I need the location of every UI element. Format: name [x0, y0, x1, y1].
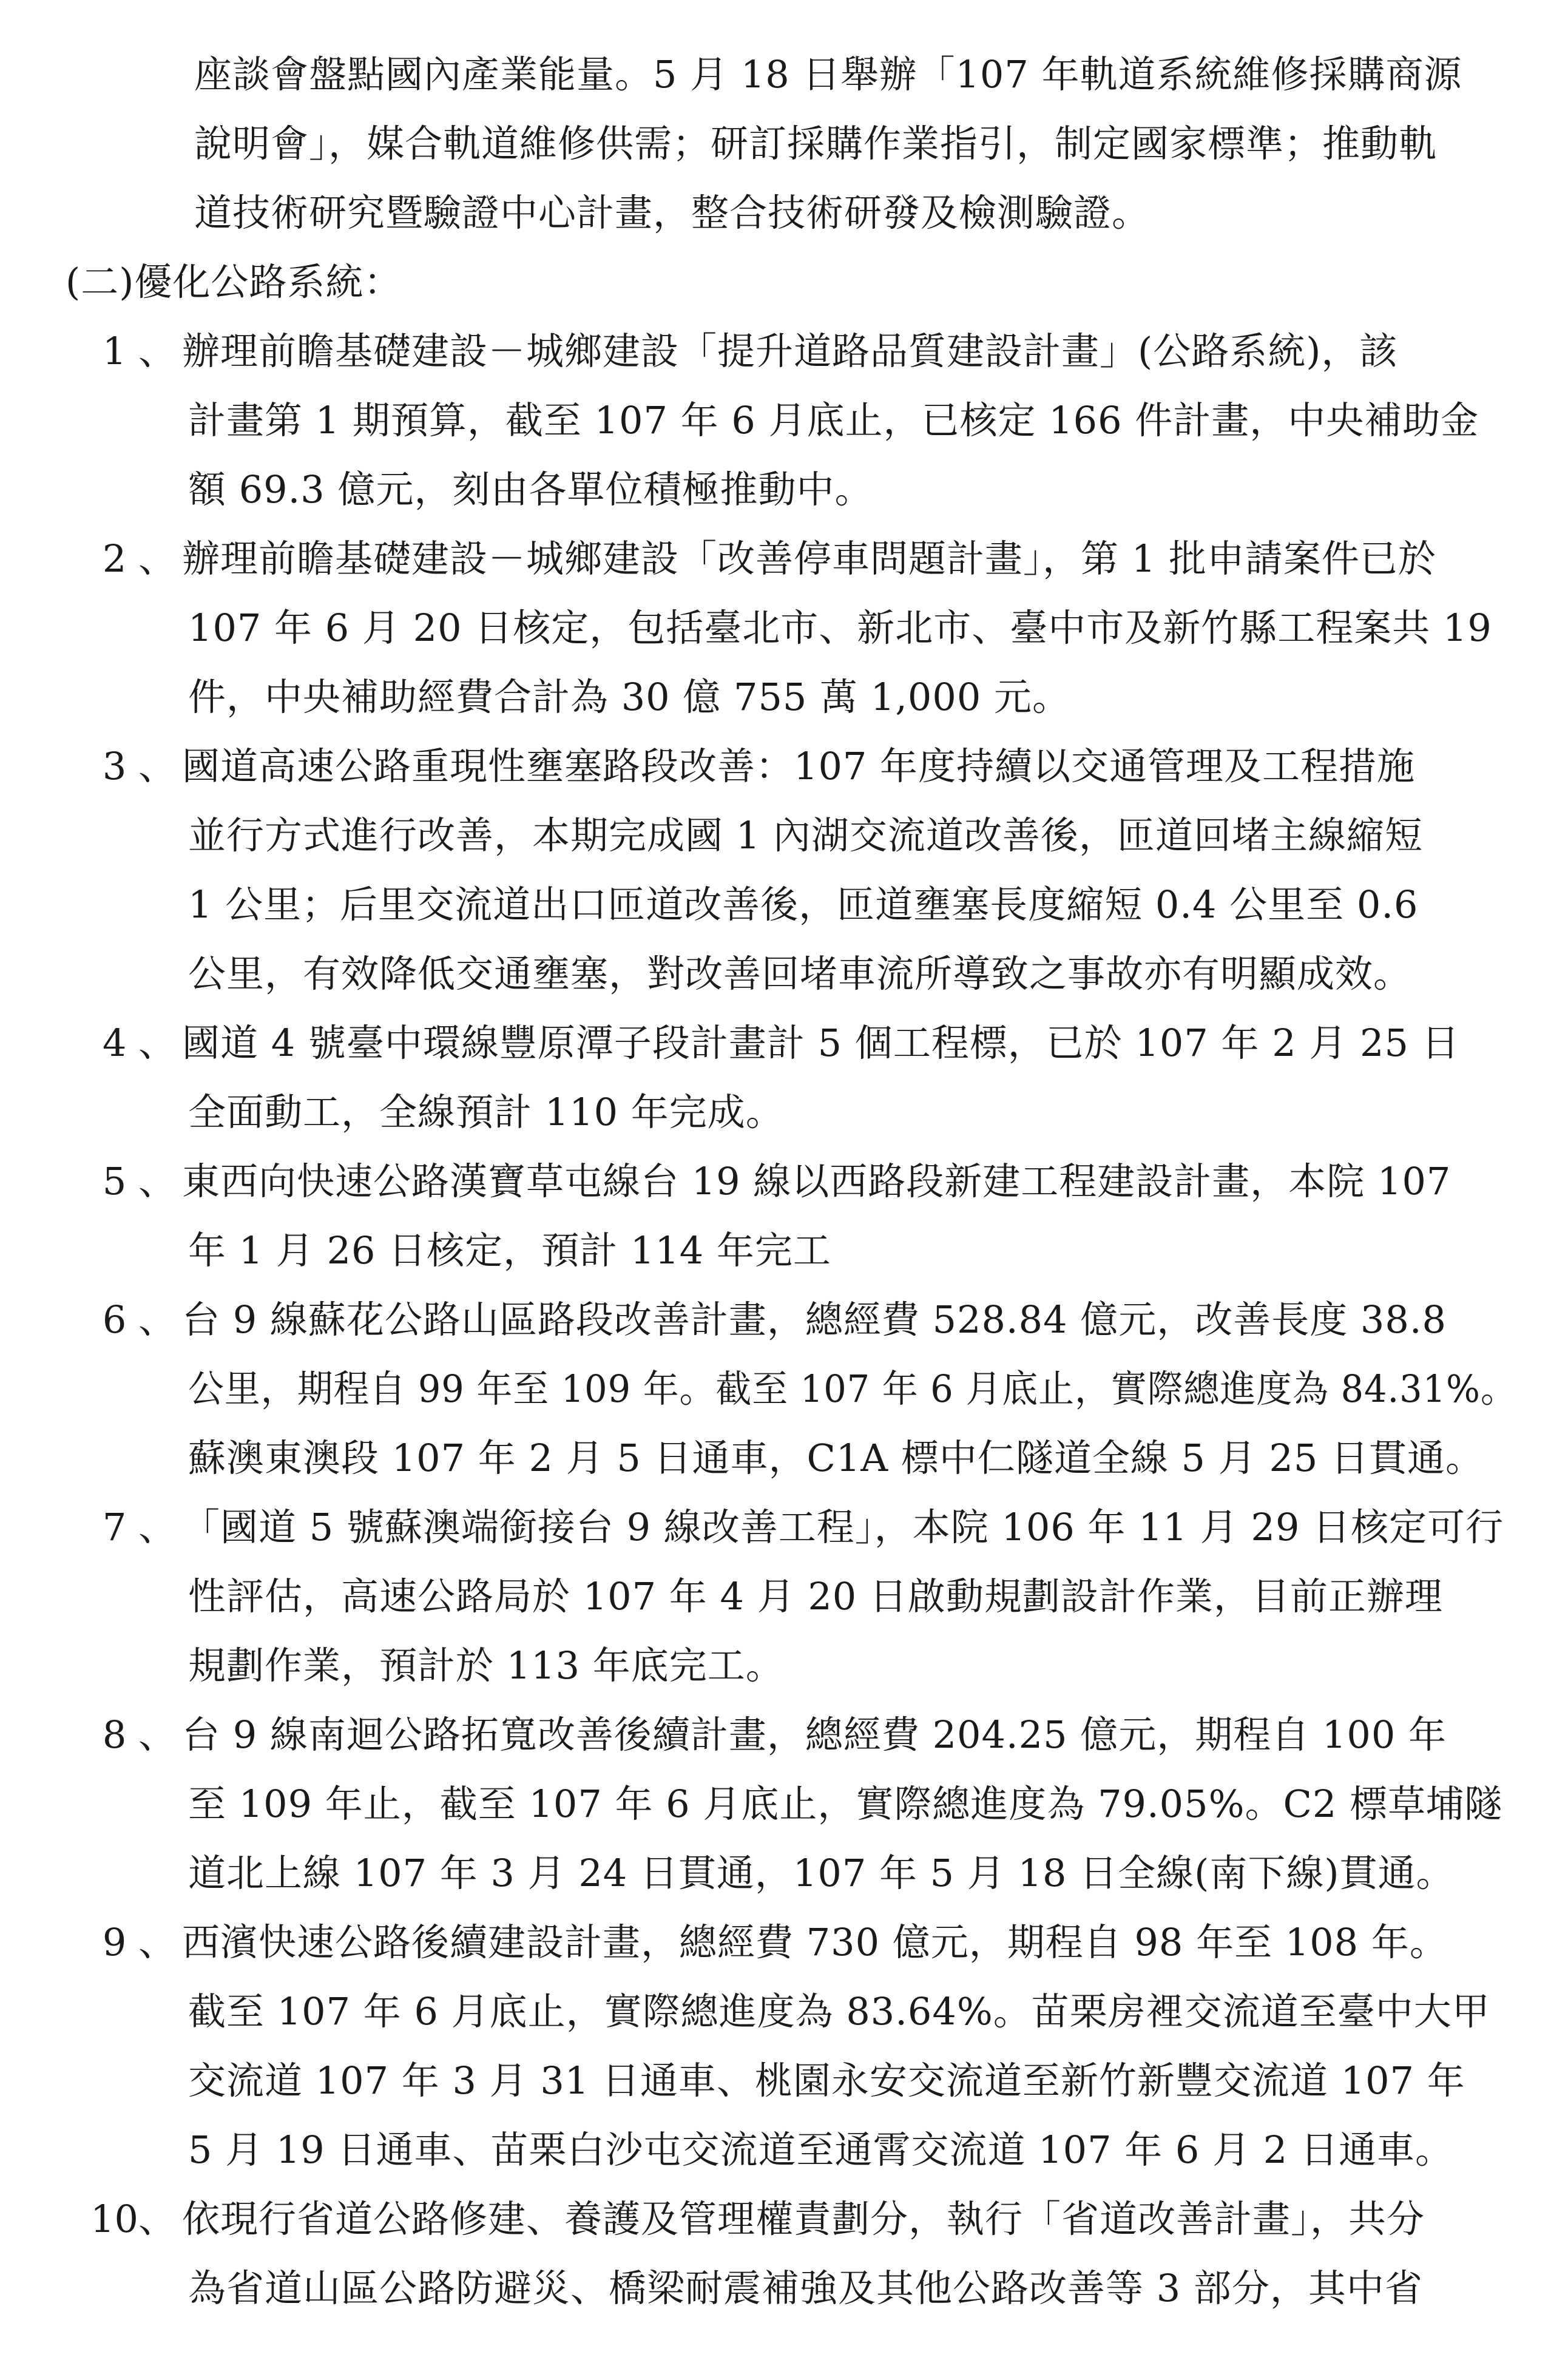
item-line: 並行方式進行改善，本期完成國 1 內湖交流道改善後，匝道回堵主線縮短: [188, 813, 1423, 857]
item-line: 國道 4 號臺中環線豐原潭子段計畫計 5 個工程標，已於 107 年 2 月 25 日: [182, 1021, 1460, 1065]
item-line: 截至 107 年 6 月底止，實際總進度為 83.64%。苗栗房裡交流道至臺中大甲: [188, 1989, 1490, 2034]
item-number: 2 、: [102, 536, 176, 581]
item-line: 107 年 6 月 20 日核定，包括臺北市、新北市、臺中市及新竹縣工程案共 19: [188, 606, 1492, 650]
item-number: 4 、: [102, 1021, 176, 1065]
item-number: 7 、: [102, 1505, 176, 1549]
item-line: 規劃作業，預計於 113 年底完工。: [188, 1643, 784, 1688]
item-line: 計畫第 1 期預算，截至 107 年 6 月底止，已核定 166 件計畫，中央補助金: [188, 398, 1479, 442]
item-line: 公里，期程自 99 年至 109 年。截至 107 年 6 月底止，實際總進度為 84.31%。: [188, 1367, 1517, 1411]
item-number: 1 、: [102, 329, 176, 373]
item-line: 全面動工，全線預計 110 年完成。: [188, 1090, 784, 1134]
item-number: 5 、: [102, 1159, 176, 1203]
intro-line: 座談會盤點國內產業能量。5 月 18 日舉辦「107 年軌道系統維修採購商源: [194, 52, 1462, 96]
item-line: 「國道 5 號蘇澳端銜接台 9 線改善工程」，本院 106 年 11 月 29 日核定可行: [182, 1505, 1504, 1549]
item-line: 年 1 月 26 日核定，預計 114 年完工: [188, 1228, 831, 1273]
item-line: 1 公里；后里交流道出口匝道改善後，匝道壅塞長度縮短 0.4 公里至 0.6: [188, 882, 1419, 927]
item-line: 性評估，高速公路局於 107 年 4 月 20 日啟動規劃設計作業，目前正辦理: [188, 1574, 1443, 1618]
item-line: 依現行省道公路修建、養護及管理權責劃分，執行「省道改善計畫」，共分: [182, 2197, 1425, 2241]
item-number: 10、: [90, 2197, 176, 2241]
item-line: 為省道山區公路防避災、橋梁耐震補強及其他公路改善等 3 部分，其中省: [188, 2266, 1423, 2310]
item-line: 道北上線 107 年 3 月 24 日貫通，107 年 5 月 18 日全線(南下線)貫通。: [188, 1851, 1455, 1895]
item-number: 8 、: [102, 1713, 176, 1757]
item-line: 額 69.3 億元，刻由各單位積極推動中。: [188, 467, 873, 512]
item-line: 台 9 線蘇花公路山區路段改善計畫，總經費 528.84 億元，改善長度 38.8: [182, 1297, 1447, 1342]
item-line: 西濱快速公路後續建設計畫，總經費 730 億元，期程自 98 年至 108 年。: [182, 1920, 1448, 1964]
item-line: 蘇澳東澳段 107 年 2 月 5 日通車，C1A 標中仁隧道全線 5 月 25 日貫通。: [188, 1436, 1484, 1480]
intro-line: 說明會」，媒合軌道維修供需；研訂採購作業指引，制定國家標準；推動軌: [194, 121, 1438, 166]
item-number: 6 、: [102, 1297, 176, 1342]
item-line: 5 月 19 日通車、苗栗白沙屯交流道至通霄交流道 107 年 6 月 2 日通車。: [188, 2128, 1453, 2172]
item-number: 3 、: [102, 744, 176, 788]
item-line: 辦理前瞻基礎建設－城鄉建設「改善停車問題計畫」，第 1 批申請案件已於: [182, 536, 1436, 581]
item-line: 公里，有效降低交通壅塞，對改善回堵車流所導致之事故亦有明顯成效。: [188, 952, 1412, 996]
item-line: 至 109 年止，截至 107 年 6 月底止，實際總進度為 79.05%。C2 標草埔隧: [188, 1782, 1503, 1826]
item-line: 交流道 107 年 3 月 31 日通車、桃園永安交流道至新竹新豐交流道 107 年: [188, 2058, 1465, 2103]
section-heading: (二)優化公路系統：: [66, 260, 402, 304]
intro-line: 道技術研究暨驗證中心計畫，整合技術研發及檢測驗證。: [194, 191, 1151, 235]
item-line: 辦理前瞻基礎建設－城鄉建設「提升道路品質建設計畫」(公路系統)，該: [182, 329, 1398, 373]
item-number: 9 、: [102, 1920, 176, 1964]
item-line: 東西向快速公路漢寶草屯線台 19 線以西路段新建工程建設計畫，本院 107: [182, 1159, 1451, 1203]
item-line: 件，中央補助經費合計為 30 億 755 萬 1,000 元。: [188, 675, 1070, 719]
item-line: 台 9 線南迴公路拓寬改善後續計畫，總經費 204.25 億元，期程自 100 年: [182, 1713, 1447, 1757]
item-line: 國道高速公路重現性壅塞路段改善：107 年度持續以交通管理及工程措施: [182, 744, 1416, 788]
